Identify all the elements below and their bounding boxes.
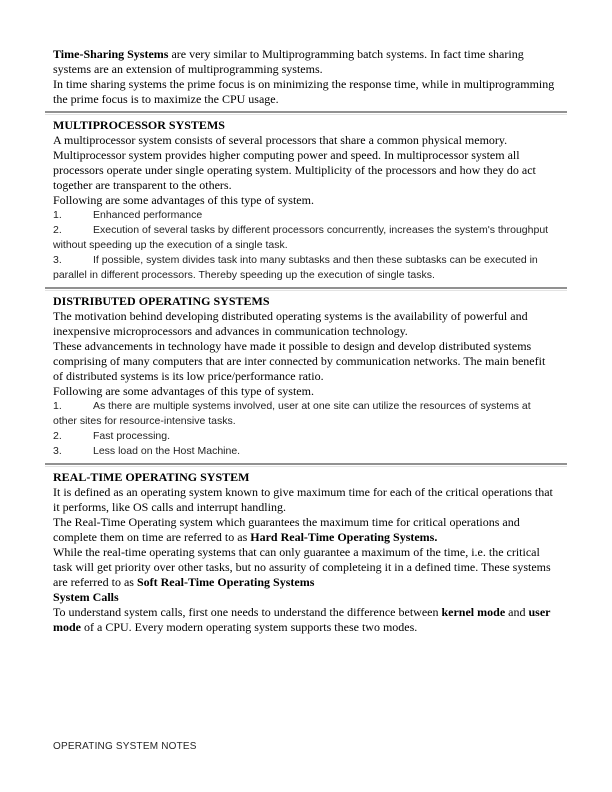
section-heading-multiprocessor: MULTIPROCESSOR SYSTEMS <box>53 118 225 132</box>
list-item-number: 1. <box>53 400 62 412</box>
paragraph: To understand system calls, first one needs to understand the difference between kernel mode and user mode of a CPU. Every modern operating system supports these two modes. <box>53 605 551 634</box>
list-item-number: 2. <box>53 224 62 236</box>
section-heading-real-time: REAL-TIME OPERATING SYSTEM <box>53 470 250 484</box>
section-distributed-operating-systems <box>53 294 557 459</box>
document-content <box>53 47 557 635</box>
paragraph: It is defined as an operating system known to give maximum time for each of the critical operations that it performs, like OS calls and interrupt handling. <box>53 485 553 514</box>
section-divider <box>45 463 567 467</box>
paragraph: A multiprocessor system consists of several processors that share a common physical memory. Multiprocessor system provides higher computing power and speed. In multiprocessor system all processors operate under single operating system. Multiplicity of the processors and how they do act together are transparent to the others. <box>53 133 536 192</box>
paragraph: Following are some advantages of this type of system. <box>53 193 314 207</box>
list-item-text: If possible, system divides task into many subtasks and then these subtasks can be executed in parallel in different processors. Thereby speeding up the execution of single tasks. <box>53 254 538 281</box>
subheading-system-calls: System Calls <box>53 590 119 604</box>
paragraph: These advancements in technology have made it possible to design and develop distributed systems comprising of many computers that are inter connected by communication networks. The main benefit of distributed systems is its low price/performance ratio. <box>53 339 546 383</box>
intro-paragraph-time-sharing: Time-Sharing Systems are very similar to Multiprogramming batch systems. In fact time sharing systems are an extension of multiprogramming systems. <box>53 47 524 76</box>
list-item-text: Less load on the Host Machine. <box>93 445 241 457</box>
paragraph: While the real-time operating systems that can only guarantee a maximum of the time, i.e. the critical task will get priority over other tasks, but no assurity of completeing it in a defined time. These systems are referred to as Soft Real-Time Operating Systems <box>53 545 551 589</box>
list-item <box>53 429 557 444</box>
list-item-number: 2. <box>53 430 62 442</box>
paragraph: The Real-Time Operating system which guarantees the maximum time for critical operations and complete them on time are referred to as Hard Real-Time Operating Systems. <box>53 515 520 544</box>
list-item-number: 3. <box>53 445 62 457</box>
intro-paragraph-prime-focus: In time sharing systems the prime focus is on minimizing the response time, while in multiprogramming the prime focus is to maximize the CPU usage. <box>53 77 555 106</box>
paragraph: The motivation behind developing distributed operating systems is the availability of powerful and inexpensive microprocessors and advances in communication technology. <box>53 309 528 338</box>
list-item <box>53 399 557 429</box>
list-item-text: Fast processing. <box>93 430 171 442</box>
list-item <box>53 223 557 253</box>
section-divider <box>45 111 567 115</box>
list-item-text: Execution of several tasks by different processors concurrently, increases the system's throughput without speeding up the execution of a single task. <box>53 224 549 251</box>
section-real-time-operating-system <box>53 470 557 635</box>
section-multiprocessor-systems <box>53 118 557 283</box>
list-item-text: As there are multiple systems involved, user at one site can utilize the resources of systems at other sites for resource-intensive tasks. <box>53 400 531 427</box>
list-item <box>53 253 557 283</box>
footer-text: OPERATING SYSTEM NOTES <box>53 741 197 752</box>
list-item <box>53 444 557 459</box>
list-item-text: Enhanced performance <box>93 209 203 221</box>
section-heading-distributed: DISTRIBUTED OPERATING SYSTEMS <box>53 294 270 308</box>
paragraph: Following are some advantages of this type of system. <box>53 384 314 398</box>
section-divider <box>45 287 567 291</box>
list-item-number: 1. <box>53 209 62 221</box>
list-item-number: 3. <box>53 254 62 266</box>
list-item <box>53 208 557 223</box>
